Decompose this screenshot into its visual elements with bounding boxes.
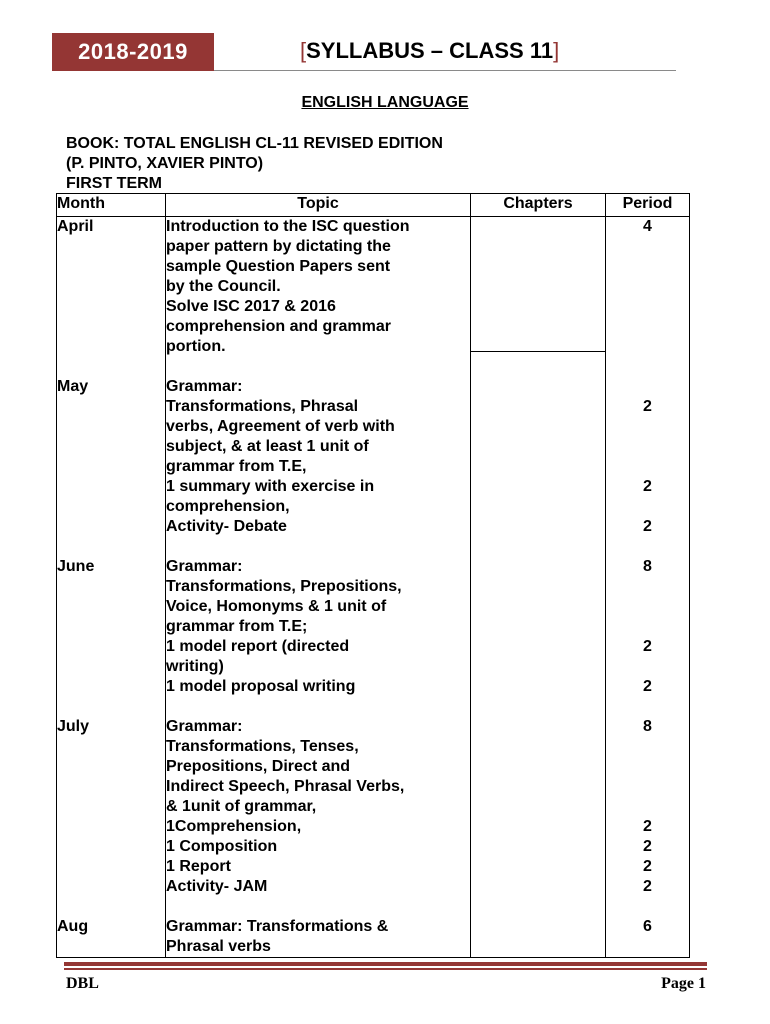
title-bracket-close: ] [553, 38, 560, 63]
section-heading: ENGLISH LANGUAGE [301, 94, 469, 111]
footer-left-text: DBL [66, 975, 99, 992]
table-row [57, 217, 690, 378]
period-value [606, 297, 689, 317]
period-value: 2 [643, 818, 652, 835]
period-value: 2 [643, 478, 652, 495]
period-value [606, 277, 689, 297]
topic-cell [166, 377, 471, 557]
period-value: 8 [643, 558, 652, 575]
period-value: 2 [643, 398, 652, 415]
topic-line: Grammar: [166, 718, 243, 735]
period-value: 6 [643, 918, 652, 935]
period-value: 2 [643, 638, 652, 655]
topic-line: grammar from T.E; [166, 618, 308, 635]
period-value [606, 437, 689, 457]
period-cell [606, 717, 690, 917]
header-chapters: Chapters [471, 194, 606, 217]
period-value [606, 457, 689, 477]
header-month: Month [57, 194, 166, 217]
header-topic: Topic [166, 194, 471, 217]
period-cell [606, 917, 690, 958]
chapters-cell [471, 377, 606, 557]
topic-line: Grammar: [166, 378, 243, 395]
topic-line: Indirect Speech, Phrasal Verbs, [166, 778, 405, 795]
topic-cell [166, 917, 471, 958]
period-value [606, 337, 689, 357]
topic-line: Solve ISC 2017 & 2016 [166, 298, 336, 315]
topic-line: Introduction to the ISC question [166, 218, 410, 235]
topic-line: Transformations, Prepositions, [166, 578, 402, 595]
topic-line: grammar from T.E, [166, 458, 307, 475]
topic-line: 1 Composition [166, 838, 278, 855]
page-number: Page 1 [661, 975, 706, 992]
period-value [606, 237, 689, 257]
topic-line: 1 model report (directed [166, 638, 350, 655]
topic-line: 1 model proposal writing [166, 678, 356, 695]
period-cell [606, 217, 690, 378]
topic-cell [166, 557, 471, 717]
topic-line: & 1unit of grammar, [166, 798, 317, 815]
topic-line: Grammar: Transformations & [166, 918, 389, 935]
topic-line: Activity- Debate [166, 518, 287, 535]
table-body [57, 217, 690, 958]
topic-cell [166, 217, 471, 378]
period-value [606, 937, 689, 957]
topic-line: portion. [166, 338, 226, 355]
period-value [606, 757, 689, 777]
topic-line: Activity- JAM [166, 878, 268, 895]
month-cell: April [57, 217, 166, 378]
period-value [606, 317, 689, 337]
period-value [606, 597, 689, 617]
page-title [300, 38, 559, 64]
topic-line: sample Question Papers sent [166, 258, 391, 275]
period-value: 4 [643, 218, 652, 235]
term-label: FIRST TERM [66, 175, 162, 192]
period-value: 8 [643, 718, 652, 735]
table-row [57, 377, 690, 557]
period-cell [606, 557, 690, 717]
month-cell: Aug [57, 917, 166, 958]
footer-rule-thin [64, 968, 707, 970]
period-cell [606, 377, 690, 557]
period-value [606, 797, 689, 817]
period-value [606, 617, 689, 637]
period-value [606, 497, 689, 517]
period-value: 2 [643, 518, 652, 535]
topic-line: Transformations, Tenses, [166, 738, 359, 755]
topic-line: Prepositions, Direct and [166, 758, 351, 775]
period-value: 2 [643, 858, 652, 875]
topic-line: Transformations, Phrasal [166, 398, 359, 415]
table-row [57, 717, 690, 917]
month-cell: July [57, 717, 166, 917]
period-value: 2 [643, 838, 652, 855]
period-value [606, 577, 689, 597]
period-value [606, 377, 689, 397]
month-cell: May [57, 377, 166, 557]
topic-line: subject, & at least 1 unit of [166, 438, 369, 455]
topic-line: verbs, Agreement of verb with [166, 418, 395, 435]
chapters-cell [471, 557, 606, 717]
footer-rule-thick [64, 962, 707, 966]
chapters-cell [471, 717, 606, 917]
period-value [606, 657, 689, 677]
topic-line: 1 summary with exercise in [166, 478, 375, 495]
book-title-line: BOOK: TOTAL ENGLISH CL-11 REVISED EDITION [66, 135, 443, 152]
period-value: 2 [643, 878, 652, 895]
topic-line: 1Comprehension, [166, 818, 302, 835]
period-value [606, 257, 689, 277]
table-row [57, 917, 690, 958]
period-value: 2 [643, 678, 652, 695]
syllabus-table [56, 193, 690, 958]
title-text: SYLLABUS – CLASS 11 [306, 38, 554, 63]
topic-line: by the Council. [166, 278, 281, 295]
month-cell: June [57, 557, 166, 717]
chapters-cell [471, 217, 606, 378]
table-header-row [57, 194, 690, 217]
topic-line: Grammar: [166, 558, 243, 575]
topic-line: 1 Report [166, 858, 231, 875]
book-authors-line: (P. PINTO, XAVIER PINTO) [66, 155, 264, 172]
book-info [66, 134, 443, 194]
chapters-cell [471, 917, 606, 958]
year-badge: 2018-2019 [52, 33, 214, 71]
topic-line: comprehension, [166, 498, 290, 515]
title-bracket-open: [ [300, 38, 307, 63]
topic-line: comprehension and grammar [166, 318, 391, 335]
topic-line: writing) [166, 658, 224, 675]
period-value [606, 417, 689, 437]
period-value [606, 737, 689, 757]
period-value [606, 777, 689, 797]
header-rule [214, 70, 676, 71]
header-period: Period [606, 194, 690, 217]
topic-line: Phrasal verbs [166, 938, 271, 955]
topic-line: paper pattern by dictating the [166, 238, 391, 255]
topic-cell [166, 717, 471, 917]
table-row [57, 557, 690, 717]
chapters-box [471, 217, 605, 352]
topic-line: Voice, Homonyms & 1 unit of [166, 598, 387, 615]
